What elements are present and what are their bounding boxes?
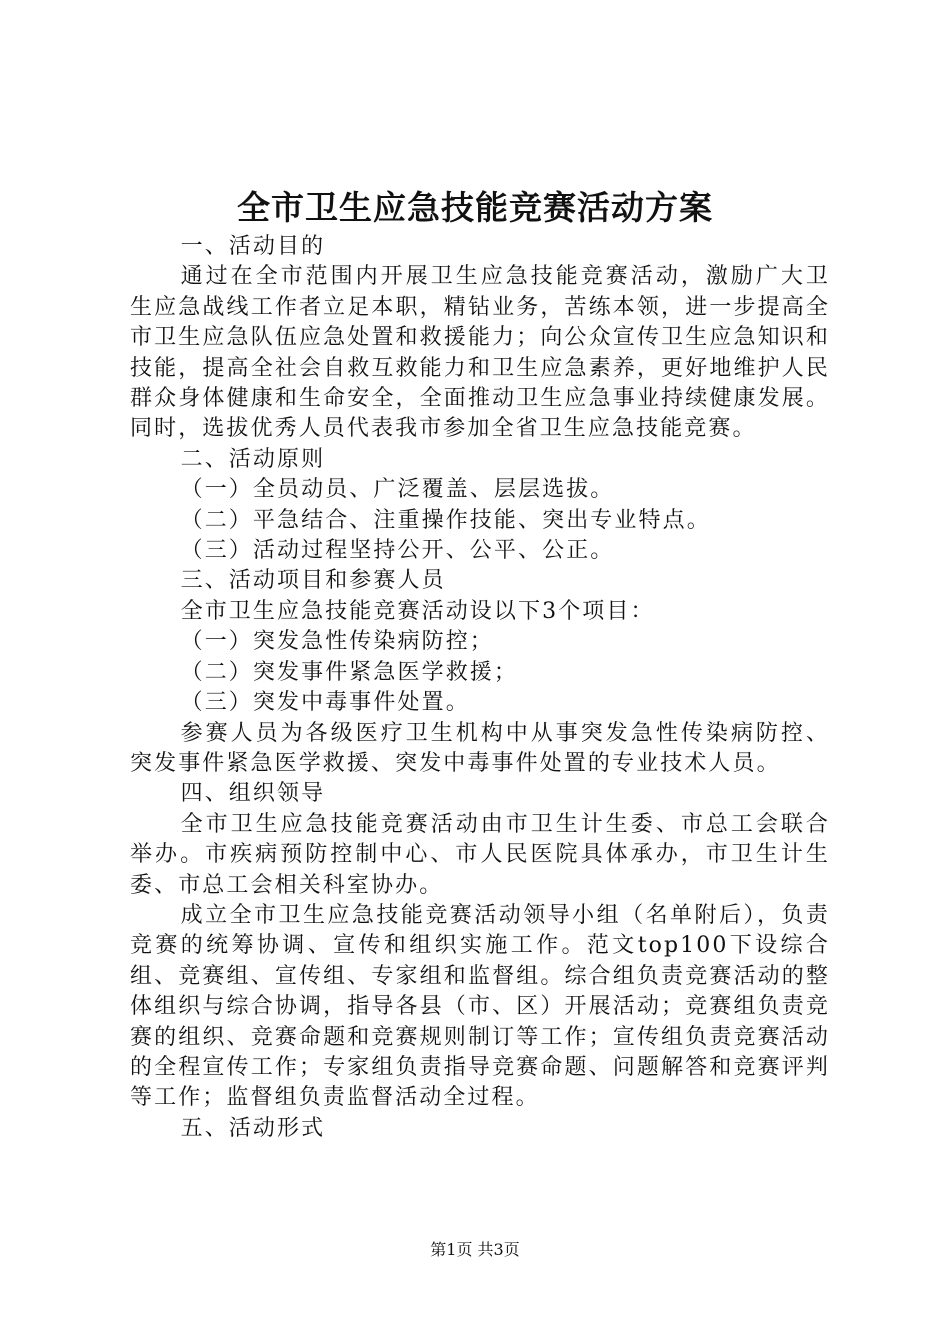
principle-item-1: （一）全员动员、广泛覆盖、层层选拔。 [180,477,615,503]
principle-item-3: （三）活动过程坚持公开、公平、公正。 [180,538,615,564]
document-body [130,232,830,1144]
section-heading-projects: 三、活动项目和参赛人员 [180,568,446,594]
section-heading-leadership: 四、组织领导 [180,781,326,807]
section-heading-principles: 二、活动原则 [180,446,326,472]
paragraph-projects-intro: 全市卫生应急技能竞赛活动设以下3个项目： [180,598,655,624]
project-item-1: （一）突发急性传染病防控； [180,629,494,655]
paragraph-organizers: 全市卫生应急技能竞赛活动由市卫生计生委、市总工会联合举办。市疾病预防控制中心、市人民医院具体承办，市卫生计生委、市总工会相关科室协办。 [130,811,830,898]
project-item-3: （三）突发中毒事件处置。 [180,690,470,716]
section-heading-purpose: 一、活动目的 [180,234,326,259]
paragraph-participants: 参赛人员为各级医疗卫生机构中从事突发急性传染病防控、突发事件紧急医学救援、突发中毒事件处置的专业技术人员。 [130,720,830,776]
page-number-footer: 第1页 共3页 [430,1240,520,1259]
section-heading-format: 五、活动形式 [180,1115,326,1141]
project-item-2: （二）突发事件紧急医学救援； [180,659,518,685]
principle-item-2: （二）平急结合、注重操作技能、突出专业特点。 [180,507,711,533]
paragraph-leading-group: 成立全市卫生应急技能竞赛活动领导小组（名单附后），负责竞赛的统筹协调、宣传和组织实施工作。范文top100下设综合组、竞赛组、宣传组、专家组和监督组。综合组负责竞赛活动的整体组织与综合协调，指导各县（市、区）开展活动；竞赛组负责竞赛的组织、竞赛命题和竞赛规则制订等工作；宣传组负责竞赛活动的全程宣传工作；专家组负责指导竞赛命题、问题解答和竞赛评判等工作；监督组负责监督活动全过程。 [130,902,830,1111]
paragraph-purpose: 通过在全市范围内开展卫生应急技能竞赛活动，激励广大卫生应急战线工作者立足本职，精钻业务，苦练本领，进一步提高全市卫生应急队伍应急处置和救援能力；向公众宣传卫生应急知识和技能，提高全社会自救互救能力和卫生应急素养，更好地维护人民群众身体健康和生命安全，全面推动卫生应急事业持续健康发展。同时，选拔优秀人员代表我市参加全省卫生应急技能竞赛。 [130,264,830,442]
document-title: 全市卫生应急技能竞赛活动方案 [237,188,713,227]
